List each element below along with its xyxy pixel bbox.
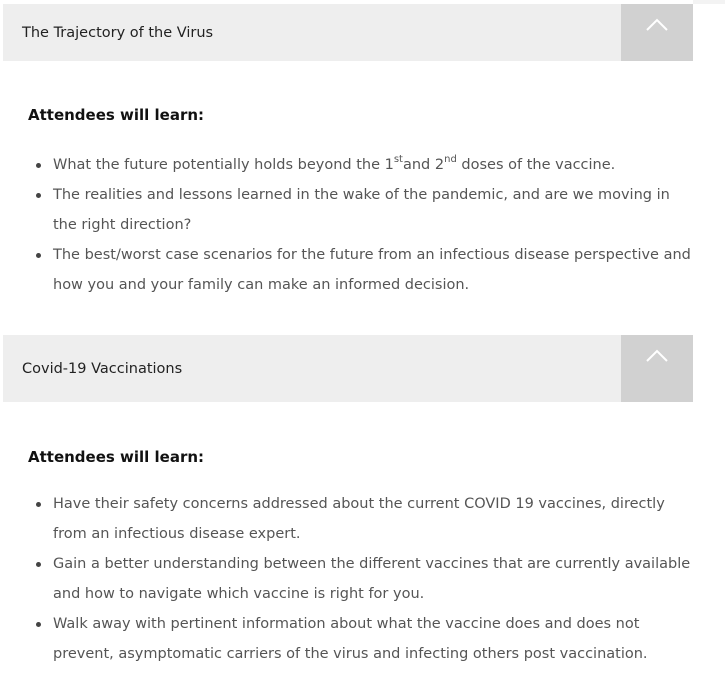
accordion-header-trajectory[interactable] (3, 4, 693, 61)
point-text: What the future potentially holds beyond the 1 (53, 157, 394, 173)
accordion-section-trajectory (3, 4, 693, 293)
accordion-title: Covid-19 Vaccinations (22, 360, 183, 377)
list-item: Gain a better understanding between the different vaccines that are currently available and how to navigate which vaccine is right for you. (53, 549, 693, 609)
list-item: Walk away with pertinent information about what the vaccine does and does not prevent, asymptomatic carriers of the virus and infecting others post vaccination. (53, 609, 693, 669)
point-text: and 2 (402, 157, 445, 173)
accordion-section-vaccinations (3, 335, 693, 662)
superscript: st (393, 154, 403, 166)
accordion-title: The Trajectory of the Virus (22, 24, 214, 41)
learn-list (28, 150, 693, 300)
list-item: The best/worst case scenarios for the future from an infectious disease perspective and how you and your family can make an informed decision. (53, 240, 693, 300)
accordion-header-vaccinations[interactable] (3, 335, 693, 402)
superscript: nd (444, 154, 457, 166)
accordion-toggle-button[interactable] (621, 335, 693, 402)
learn-list (28, 489, 693, 669)
accordion-toggle-button[interactable] (621, 4, 693, 61)
top-strip (693, 0, 725, 4)
list-item: Have their safety concerns addressed about the current COVID 19 vaccines, directly from an infectious disease expert. (53, 489, 693, 549)
list-item: The realities and lessons learned in the wake of the pandemic, and are we moving in the right direction? (53, 180, 693, 240)
chevron-up-icon (645, 349, 669, 363)
learn-heading: Attendees will learn: (28, 448, 205, 466)
point-text: doses of the vaccine. (456, 157, 616, 173)
learn-heading: Attendees will learn: (28, 106, 205, 124)
list-item (53, 150, 693, 180)
chevron-up-icon (645, 18, 669, 32)
